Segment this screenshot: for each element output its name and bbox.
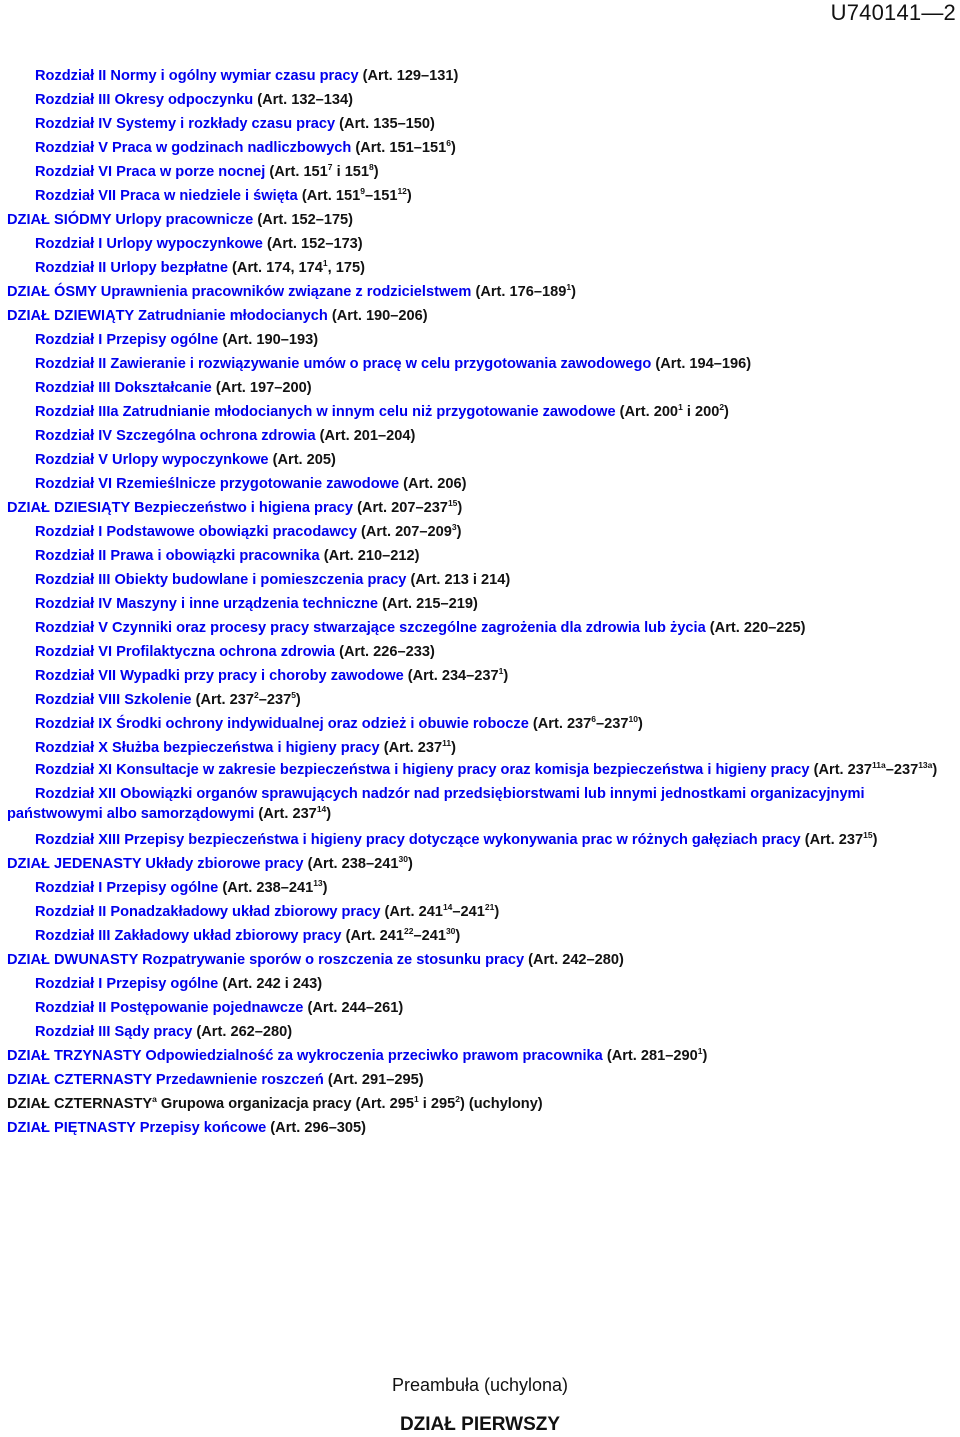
toc-chapter-entry	[0, 400, 960, 424]
toc-article-superscript: 1	[322, 258, 328, 269]
toc-article-range: (Art. 197–200)	[215, 380, 312, 396]
toc-article-range-tail: )	[724, 404, 729, 420]
toc-article-superscript: 12	[397, 186, 407, 197]
toc-article-range-tail: )	[326, 806, 332, 822]
toc-article-range-tail: )	[407, 856, 413, 872]
toc-entry-title[interactable]: DZIAŁ DZIEWIĄTY Zatrudnianie młodocianych	[7, 308, 328, 324]
toc-entry-title[interactable]: Rozdział III Okresy odpoczynku	[35, 92, 254, 108]
toc-article-superscript: 15	[863, 830, 873, 841]
toc-article-superscript: 30	[398, 854, 408, 865]
section-heading: DZIAŁ PIERWSZY	[399, 1414, 561, 1435]
toc-article-superscript: 1	[566, 282, 572, 293]
toc-entry-title[interactable]: Rozdział II Postępowanie pojednawcze	[35, 1000, 304, 1016]
toc-article-superscript: 1	[498, 666, 504, 677]
toc-entry-title[interactable]: DZIAŁ SIÓDMY Urlopy pracownicze	[7, 212, 254, 228]
toc-entry-title[interactable]: Rozdział IV Systemy i rozkłady czasu pracy	[35, 116, 336, 132]
toc-article-range: (Art. 151–151	[355, 140, 447, 156]
toc-article-range-tail: )	[637, 716, 643, 732]
toc-entry-title[interactable]: Rozdział XIII Przepisy bezpieczeństwa i higieny pracy dotyczące wykonywania prac w różnych gałęziach pracy	[35, 832, 801, 848]
toc-article-superscript: 6	[446, 138, 451, 149]
toc-article-range: (Art. 176–189	[475, 284, 567, 300]
toc-chapter-entry	[0, 376, 960, 400]
toc-chapter-entry	[0, 1020, 960, 1044]
toc-entry-title[interactable]: DZIAŁ JEDENASTY Układy zbiorowe pracy	[7, 856, 304, 872]
toc-article-range-mid: –241	[413, 928, 446, 944]
toc-article-range: (Art. 237	[532, 716, 592, 732]
toc-article-range-tail: ) (uchylony)	[459, 1096, 543, 1112]
toc-article-superscript: 14	[442, 902, 453, 913]
toc-chapter-entry	[0, 232, 960, 256]
toc-entry-title[interactable]: Rozdział V Urlopy wypoczynkowe	[35, 452, 269, 468]
toc-article-range: (Art. 262–280)	[196, 1024, 293, 1040]
toc-article-range: (Art. 237	[195, 692, 254, 708]
toc-article-range: (Art. 151	[301, 188, 361, 204]
toc-article-range: (Art. 210–212)	[323, 548, 420, 564]
toc-article-range-mid: –237	[885, 762, 919, 778]
toc-article-range-tail: , 175)	[327, 260, 365, 276]
toc-article-range-tail: )	[406, 188, 412, 204]
toc-article-range: (Art. 220–225)	[709, 620, 806, 636]
toc-entry-title[interactable]: Rozdział XII Obowiązki organów sprawujących nadzór nad przedsiębiorstwami lub innymi jednostkami organizacyjnymi państwowymi albo samorządowymi	[7, 786, 865, 822]
toc-entry-title[interactable]: Rozdział III Obiekty budowlane i pomieszczenia pracy	[35, 572, 407, 588]
toc-article-range: (Art. 152–175)	[257, 212, 354, 228]
toc-chapter-entry	[0, 64, 960, 88]
toc-entry-title[interactable]: DZIAŁ DWUNASTY Rozpatrywanie sporów o roszczenia ze stosunku pracy	[7, 952, 525, 968]
toc-article-range-mid: –151	[364, 188, 398, 204]
toc-article-range: (Art. 244–261)	[307, 1000, 404, 1016]
toc-chapter-entry	[0, 544, 960, 568]
toc-article-superscript: 22	[404, 926, 414, 937]
toc-article-range: (Art. 190–193)	[222, 332, 319, 348]
toc-part-entry	[0, 1092, 960, 1116]
toc-entry-title[interactable]: Rozdział IV Szczególna ochrona zdrowia	[35, 428, 316, 444]
toc-entry-title[interactable]: Rozdział IV Maszyny i inne urządzenia techniczne	[35, 596, 379, 612]
document-id: U740141—2	[830, 0, 956, 25]
toc-article-range-tail: )	[457, 500, 463, 516]
toc-article-superscript: 11	[442, 738, 452, 749]
toc-entry-title[interactable]: Rozdział VI Praca w porze nocnej	[35, 164, 266, 180]
toc-chapter-entry	[0, 352, 960, 376]
toc-entry-title[interactable]: DZIAŁ TRZYNASTY Odpowiedzialność za wykroczenia przeciwko prawom pracownika	[7, 1048, 603, 1064]
toc-article-superscript: 9	[360, 186, 365, 197]
toc-chapter-entry	[0, 136, 960, 160]
toc-entry-title[interactable]: DZIAŁ CZTERNASTY Przedawnienie roszczeń	[7, 1072, 324, 1088]
toc-chapter-entry	[0, 972, 960, 996]
toc-article-range-mid: –237	[596, 716, 629, 732]
toc-chapter-entry	[0, 900, 960, 924]
toc-chapter-entry	[0, 448, 960, 472]
toc-entry-title-cont: Grupowa organizacja pracy	[156, 1096, 352, 1112]
toc-entry-title: DZIAŁ CZTERNASTY	[7, 1096, 153, 1112]
toc-chapter-entry	[0, 568, 960, 592]
toc-article-superscript: 6	[591, 714, 597, 725]
toc-article-range-mid: –241	[452, 904, 485, 920]
toc-chapter-entry	[0, 640, 960, 664]
toc-entry-title[interactable]: DZIAŁ PIĘTNASTY Przepisy końcowe	[7, 1120, 267, 1136]
toc-part-entry	[0, 1044, 960, 1068]
toc-entry-title[interactable]: Rozdział VIII Szkolenie	[35, 692, 192, 708]
toc-entry-title[interactable]: Rozdział VII Praca w niedziele i święta	[35, 188, 298, 204]
toc-entry-title[interactable]: Rozdział I Przepisy ogólne	[35, 880, 219, 896]
toc-article-superscript: 30	[445, 926, 456, 937]
toc-article-superscript: 2	[719, 402, 725, 413]
toc-chapter-entry	[0, 88, 960, 112]
toc-article-range: (Art. 296–305)	[270, 1120, 367, 1136]
toc-chapter-entry	[0, 996, 960, 1020]
toc-part-entry	[0, 1116, 960, 1140]
toc-entry-title[interactable]: Rozdział XI Konsultacje w zakresie bezpieczeństwa i higieny pracy oraz komisja bezpieczeństwa i higieny pracy	[35, 762, 810, 778]
toc-part-entry	[0, 1068, 960, 1092]
toc-article-range: (Art. 151	[269, 164, 328, 180]
toc-entry-title[interactable]: Rozdział IIIa Zatrudnianie młodocianych w innym celu niż przygotowanie zawodowe	[35, 404, 616, 420]
toc-article-superscript: 14	[316, 804, 327, 815]
toc-entry-title[interactable]: Rozdział III Dokształcanie	[35, 380, 212, 396]
toc-part-entry	[0, 208, 960, 232]
toc-part-entry	[0, 852, 960, 876]
toc-article-superscript: 7	[327, 162, 333, 173]
toc-article-range-tail: )	[494, 904, 500, 920]
toc-article-range: (Art. 237	[804, 832, 864, 848]
toc-article-range-tail: )	[455, 928, 461, 944]
toc-article-superscript: 21	[484, 902, 495, 913]
toc-article-range: (Art. 206)	[403, 476, 467, 492]
toc-article-range: (Art. 201–204)	[319, 428, 416, 444]
toc-article-superscript: 1	[413, 1094, 419, 1105]
toc-article-range: (Art. 205)	[272, 452, 336, 468]
toc-entry-title[interactable]: DZIAŁ DZIESIĄTY Bezpieczeństwo i higiena pracy	[7, 500, 353, 516]
toc-entry-title[interactable]: Rozdział II Zawieranie i rozwiązywanie umów o pracę w celu przygotowania zawodowego	[35, 356, 652, 372]
toc-article-superscript: 15	[447, 498, 458, 509]
toc-entry-title[interactable]: Rozdział I Przepisy ogólne	[35, 976, 219, 992]
toc-chapter-entry	[0, 760, 942, 780]
toc-chapter-entry	[0, 328, 960, 352]
toc-article-range: (Art. 238–241	[307, 856, 399, 872]
toc-article-range: (Art. 241	[384, 904, 443, 920]
toc-entry-title[interactable]: Rozdział V Praca w godzinach nadliczbowych	[35, 140, 352, 156]
toc-chapter-entry	[0, 924, 960, 948]
toc-article-superscript: 10	[628, 714, 638, 725]
toc-article-range-tail: )	[702, 1048, 708, 1064]
toc-article-superscript: 3	[451, 522, 457, 533]
toc-entry-title[interactable]: Rozdział II Urlopy bezpłatne	[35, 260, 228, 276]
toc-article-range: (Art. 226–233)	[339, 644, 435, 660]
toc-article-range: (Art. 295	[355, 1096, 414, 1112]
toc-article-range: (Art. 241	[345, 928, 405, 944]
toc-part-entry	[0, 304, 960, 328]
toc-chapter-entry	[0, 688, 960, 712]
toc-entry-title[interactable]: Rozdział III Zakładowy układ zbiorowy pracy	[35, 928, 342, 944]
toc-article-superscript: 13a	[918, 760, 933, 771]
toc-title-superscript: a	[152, 1094, 157, 1105]
toc-article-range: (Art. 215–219)	[382, 596, 478, 612]
toc-article-superscript: 2	[253, 690, 259, 701]
toc-chapter-entry	[0, 616, 960, 640]
toc-article-superscript: 1	[697, 1046, 703, 1057]
toc-chapter-entry	[0, 592, 960, 616]
toc-article-range-tail: )	[872, 832, 878, 848]
toc-article-superscript: 1	[678, 402, 683, 413]
toc-chapter-entry	[0, 520, 960, 544]
toc-article-range: (Art. 291–295)	[327, 1072, 424, 1088]
toc-article-range: (Art. 237	[383, 740, 443, 756]
toc-chapter-entry	[0, 828, 960, 852]
toc-article-range-mid: i 200	[682, 404, 720, 420]
toc-entry-title[interactable]: Rozdział II Prawa i obowiązki pracownika	[35, 548, 320, 564]
toc-article-range-tail: )	[295, 692, 301, 708]
toc-article-range: (Art. 190–206)	[331, 308, 428, 324]
toc-article-range-mid: –237	[258, 692, 292, 708]
toc-article-range: (Art. 135–150)	[339, 116, 435, 132]
toc-article-range-mid: i 151	[332, 164, 370, 180]
toc-chapter-entry	[0, 736, 960, 760]
toc-entry-title[interactable]: Rozdział III Sądy pracy	[35, 1024, 193, 1040]
toc-part-entry	[0, 280, 960, 304]
toc-chapter-entry	[0, 712, 960, 736]
toc-article-superscript: 5	[291, 690, 296, 701]
toc-entry-title[interactable]: Rozdział VI Profilaktyczna ochrona zdrowia	[35, 644, 336, 660]
toc-entry-title[interactable]: DZIAŁ ÓSMY Uprawnienia pracowników związane z rodzicielstwem	[7, 284, 472, 300]
toc-article-range: (Art. 242–280)	[528, 952, 624, 968]
toc-article-range: (Art. 213 i 214)	[410, 572, 511, 588]
toc-article-range: (Art. 207–237	[357, 500, 448, 516]
toc-article-range: (Art. 281–290	[606, 1048, 698, 1064]
toc-part-entry	[0, 496, 960, 520]
toc-article-range-tail: )	[450, 140, 456, 156]
toc-article-range: (Art. 234–237	[407, 668, 499, 684]
toc-chapter-entry	[0, 160, 960, 184]
toc-article-range-tail: )	[932, 762, 938, 778]
toc-chapter-entry	[0, 876, 960, 900]
toc-article-range-tail: )	[456, 524, 462, 540]
toc-chapter-entry	[0, 184, 960, 208]
toc-article-range: (Art. 200	[619, 404, 679, 420]
toc-entry-title[interactable]: Rozdział I Podstawowe obowiązki pracodawcy	[35, 524, 357, 540]
toc-article-range: (Art. 194–196)	[655, 356, 752, 372]
toc-chapter-entry	[0, 472, 960, 496]
toc-chapter-entry	[0, 112, 960, 136]
toc-chapter-entry	[0, 256, 960, 280]
toc-article-range-tail: )	[451, 740, 457, 756]
toc-entry-title[interactable]: Rozdział II Normy i ogólny wymiar czasu pracy	[35, 68, 359, 84]
toc-article-superscript: 13	[313, 878, 323, 889]
toc-entry-title[interactable]: Rozdział VI Rzemieślnicze przygotowanie zawodowe	[35, 476, 400, 492]
toc-article-range: (Art. 237	[813, 762, 873, 778]
toc-article-range: (Art. 237	[258, 806, 317, 822]
toc-article-range: (Art. 132–134)	[257, 92, 353, 108]
preamble-heading: Preambuła (uchylona)	[391, 1375, 569, 1395]
toc-entry-title[interactable]: Rozdział I Urlopy wypoczynkowe	[35, 236, 263, 252]
toc-entry-title[interactable]: Rozdział II Ponadzakładowy układ zbiorowy pracy	[35, 904, 381, 920]
toc-article-range-tail: )	[503, 668, 509, 684]
toc-article-range-tail: )	[571, 284, 576, 300]
toc-article-superscript: 8	[369, 162, 374, 173]
toc-article-range-tail: )	[322, 880, 328, 896]
toc-chapter-entry	[0, 784, 942, 824]
toc-article-range: (Art. 152–173)	[266, 236, 363, 252]
toc-article-range-mid: i 295	[418, 1096, 456, 1112]
toc-entry-title[interactable]: Rozdział V Czynniki oraz procesy pracy stwarzające szczególne zagrożenia dla zdrowia lub życia	[35, 620, 706, 636]
toc-article-superscript: 11a	[872, 760, 886, 771]
toc-entry-title[interactable]: Rozdział X Służba bezpieczeństwa i higieny pracy	[35, 740, 380, 756]
toc-entry-title[interactable]: Rozdział VII Wypadki przy pracy i choroby zawodowe	[35, 668, 404, 684]
toc-chapter-entry	[0, 424, 960, 448]
toc-article-range: (Art. 174, 174	[232, 260, 323, 276]
toc-article-range: (Art. 129–131)	[362, 68, 459, 84]
table-of-contents	[0, 64, 960, 1140]
toc-article-range: (Art. 207–209	[361, 524, 452, 540]
toc-entry-title[interactable]: Rozdział IX Środki ochrony indywidualnej oraz odzież i obuwie robocze	[35, 716, 529, 732]
toc-article-range-tail: )	[373, 164, 379, 180]
toc-part-entry	[0, 948, 960, 972]
toc-chapter-entry	[0, 664, 960, 688]
toc-entry-title[interactable]: Rozdział I Przepisy ogólne	[35, 332, 219, 348]
toc-article-superscript: 2	[455, 1094, 460, 1105]
toc-article-range: (Art. 242 i 243)	[222, 976, 323, 992]
toc-article-range: (Art. 238–241	[222, 880, 314, 896]
